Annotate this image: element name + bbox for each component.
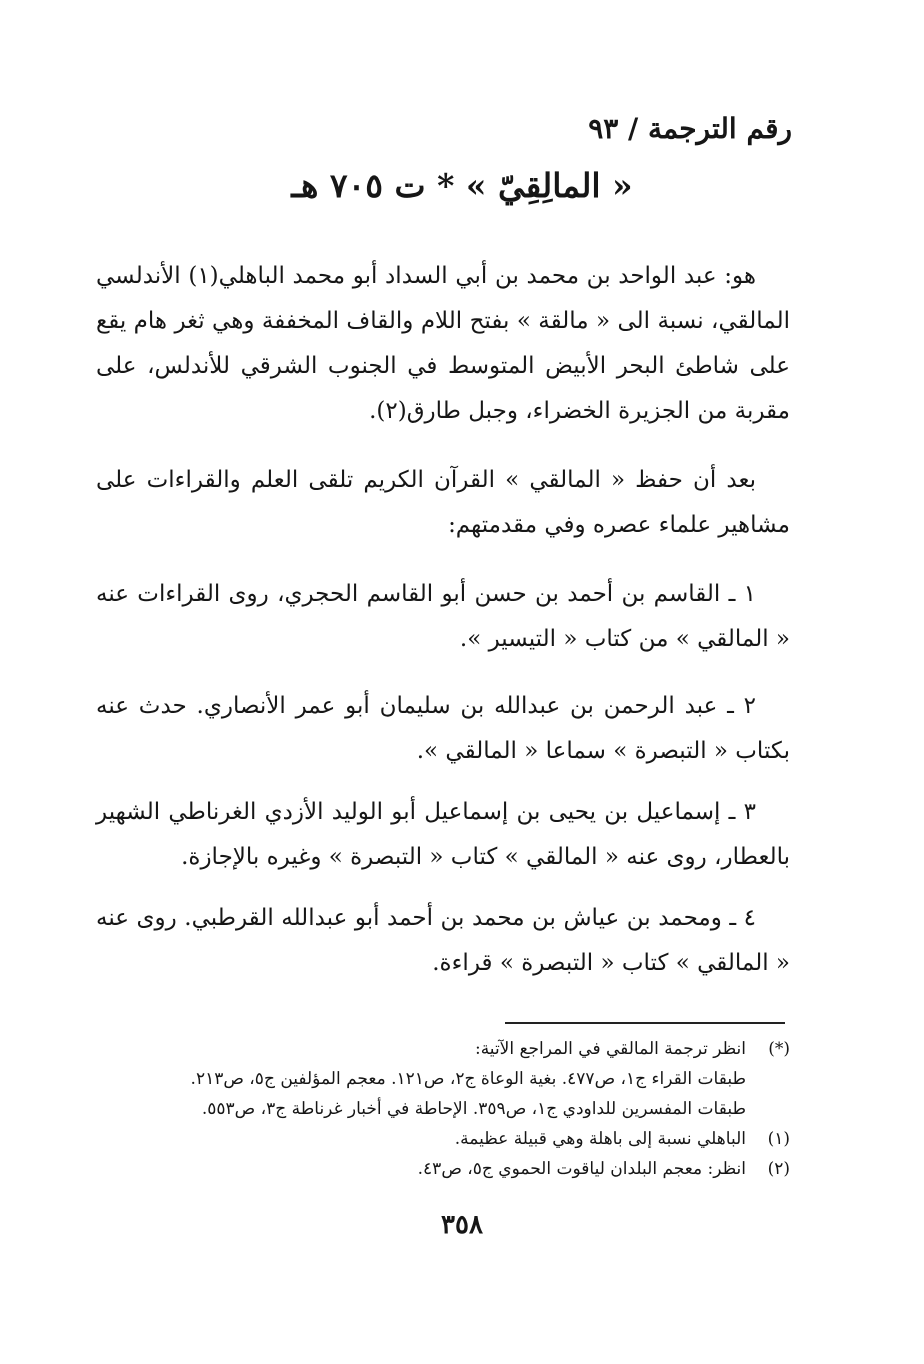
footnote-marker: (٢)	[767, 1159, 790, 1179]
teacher-item-text: ٤ ـ ومحمد بن عياش بن محمد بن أحمد أبو عبدالله القرطبي. روى عنه « المالقي » كتاب « التبصرة » قراءة.	[96, 905, 790, 976]
teacher-item-4	[96, 896, 790, 986]
footnote-star-sources-2: طبقات المفسرين للداودي ج١، ص٣٥٩. الإحاطة في أخبار غرناطة ج٣، ص٥٥٣.	[201, 1099, 746, 1119]
teacher-item-1	[96, 572, 790, 662]
footnote-text: الباهلي نسبة إلى باهلة وهي قبيلة عظيمة.	[454, 1129, 746, 1149]
footnote-2	[90, 1154, 790, 1184]
footnote-star-sources-1: طبقات القراء ج١، ص٤٧٧. بغية الوعاة ج٢، ص١٢١. معجم المؤلفين ج٥، ص٢١٣.	[190, 1069, 746, 1089]
footnotes	[90, 1034, 790, 1184]
entry-number: رقم الترجمة / ٩٣	[588, 112, 792, 145]
footnote-separator	[505, 1022, 785, 1024]
teacher-item-3	[96, 790, 790, 880]
footnote-marker: (*)	[768, 1039, 790, 1059]
teacher-item-text: ١ ـ القاسم بن أحمد بن حسن أبو القاسم الحجري، روى القراءات عنه « المالقي » من كتاب « التيسير ».	[96, 581, 790, 652]
footnote-text: انظر ترجمة المالقي في المراجع الآتية:	[474, 1039, 746, 1059]
teacher-item-text: ٣ ـ إسماعيل بن يحيى بن إسماعيل أبو الوليد الأزدي الغرناطي الشهير بالعطار، روى عنه « المالقي » كتاب « التبصرة » وغيره بالإجازة.	[96, 799, 790, 870]
teacher-item-2	[96, 684, 790, 774]
teachers-intro-text: بعد أن حفظ « المالقي » القرآن الكريم تلقى العلم والقراءات على مشاهير علماء عصره وفي مقدمتهم:	[96, 467, 790, 538]
footnote-text: انظر: معجم البلدان لياقوت الحموي ج٥، ص٤٣.	[417, 1159, 746, 1179]
biography-text: هو: عبد الواحد بن محمد بن أبي السداد أبو محمد الباهلي(١) الأندلسي المالقي، نسبة الى « مالقة » بفتح اللام والقاف المخففة وهي ثغر هام يقع على شاطئ البحر الأبيض المتوسط في الجنوب الشرقي للأندلس، على مقربة من الجزيرة الخضراء، وجبل طارق(٢).	[96, 263, 790, 424]
entry-title: « المالِقِيّ » * ت ٧٠٥ هـ	[291, 166, 633, 205]
page-number: ٣٥٨	[441, 1210, 483, 1240]
footnote-star	[90, 1034, 790, 1064]
teachers-intro-paragraph	[96, 458, 790, 548]
footnote-1	[90, 1124, 790, 1154]
biography-paragraph	[96, 254, 790, 434]
footnote-marker: (١)	[767, 1129, 790, 1149]
teacher-item-text: ٢ ـ عبد الرحمن بن عبدالله بن سليمان أبو عمر الأنصاري. حدث عنه بكتاب « التبصرة » سماعا « المالقي ».	[96, 693, 790, 764]
